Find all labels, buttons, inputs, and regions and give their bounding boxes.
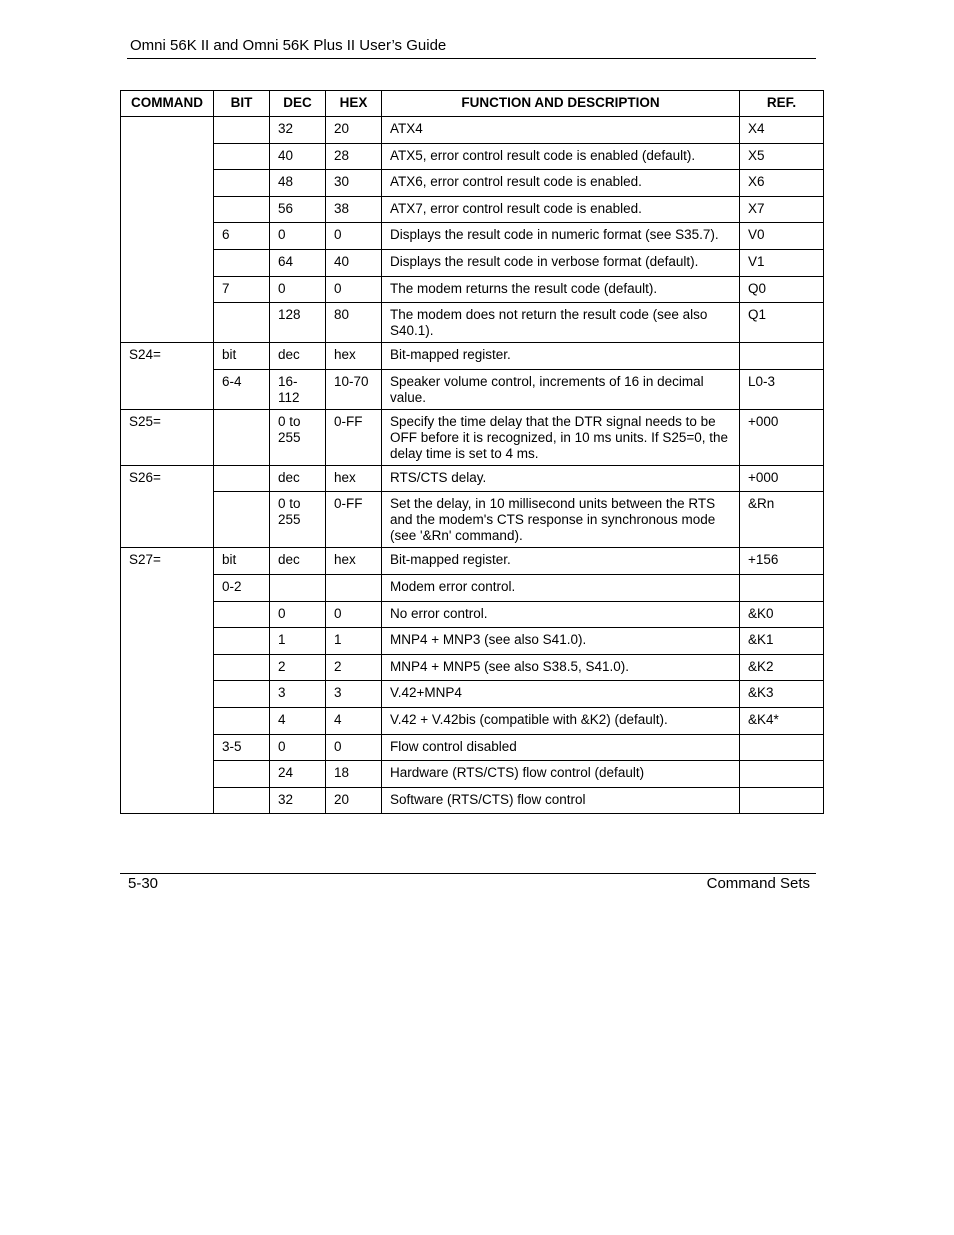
- bit-cell: [214, 409, 270, 465]
- ref-cell: +000: [740, 465, 824, 492]
- hex-cell: 0-FF: [326, 409, 382, 465]
- ref-cell: &K3: [740, 681, 824, 708]
- table-row: [121, 409, 824, 465]
- dec-cell: 2: [270, 654, 326, 681]
- description-cell: ATX4: [382, 117, 740, 144]
- col-header-dec: DEC: [270, 91, 326, 117]
- table-row: [121, 574, 824, 601]
- table-row: [121, 249, 824, 276]
- description-cell: Hardware (RTS/CTS) flow control (default): [382, 761, 740, 788]
- ref-cell: X5: [740, 143, 824, 170]
- ref-cell: Q0: [740, 276, 824, 303]
- description-cell: No error control.: [382, 601, 740, 628]
- bit-cell: [214, 654, 270, 681]
- hex-cell: 4: [326, 707, 382, 734]
- description-cell: ATX6, error control result code is enabled.: [382, 170, 740, 197]
- table-row: [121, 223, 824, 250]
- table-row: [121, 170, 824, 197]
- description-cell: ATX5, error control result code is enabled (default).: [382, 143, 740, 170]
- dec-cell: dec: [270, 465, 326, 492]
- dec-cell: 0: [270, 223, 326, 250]
- dec-cell: 64: [270, 249, 326, 276]
- description-cell: Software (RTS/CTS) flow control: [382, 787, 740, 814]
- bit-cell: [214, 601, 270, 628]
- col-header-bit: BIT: [214, 91, 270, 117]
- ref-cell: &K2: [740, 654, 824, 681]
- command-cell: S27=: [121, 548, 214, 814]
- dec-cell: 1: [270, 628, 326, 655]
- ref-cell: [740, 787, 824, 814]
- table-row: [121, 681, 824, 708]
- table-header-row: [121, 91, 824, 117]
- ref-cell: X7: [740, 196, 824, 223]
- dec-cell: dec: [270, 548, 326, 575]
- table-row: [121, 548, 824, 575]
- table-row: [121, 117, 824, 144]
- ref-cell: V1: [740, 249, 824, 276]
- table-row: [121, 654, 824, 681]
- dec-cell: dec: [270, 343, 326, 370]
- table-row: [121, 787, 824, 814]
- dec-cell: 56: [270, 196, 326, 223]
- table-row: [121, 369, 824, 409]
- bit-cell: [214, 117, 270, 144]
- hex-cell: 1: [326, 628, 382, 655]
- ref-cell: [740, 761, 824, 788]
- ref-cell: V0: [740, 223, 824, 250]
- dec-cell: [270, 574, 326, 601]
- description-cell: Flow control disabled: [382, 734, 740, 761]
- table-row: [121, 143, 824, 170]
- description-cell: Speaker volume control, increments of 16 in decimal value.: [382, 369, 740, 409]
- hex-cell: 2: [326, 654, 382, 681]
- bit-cell: bit: [214, 548, 270, 575]
- bit-cell: [214, 787, 270, 814]
- hex-cell: 18: [326, 761, 382, 788]
- table-row: [121, 734, 824, 761]
- col-header-ref: REF.: [740, 91, 824, 117]
- description-cell: ATX7, error control result code is enabled.: [382, 196, 740, 223]
- table-row: [121, 196, 824, 223]
- description-cell: RTS/CTS delay.: [382, 465, 740, 492]
- ref-cell: &K0: [740, 601, 824, 628]
- bit-cell: 0-2: [214, 574, 270, 601]
- bit-cell: [214, 761, 270, 788]
- description-cell: The modem does not return the result code (see also S40.1).: [382, 303, 740, 343]
- bit-cell: bit: [214, 343, 270, 370]
- bit-cell: [214, 707, 270, 734]
- bit-cell: [214, 628, 270, 655]
- dec-cell: 3: [270, 681, 326, 708]
- bit-cell: [214, 303, 270, 343]
- bit-cell: [214, 681, 270, 708]
- hex-cell: 0: [326, 276, 382, 303]
- header-rule: [127, 58, 816, 59]
- ref-cell: X6: [740, 170, 824, 197]
- bit-cell: [214, 170, 270, 197]
- description-cell: Displays the result code in numeric format (see S35.7).: [382, 223, 740, 250]
- description-cell: V.42+MNP4: [382, 681, 740, 708]
- dec-cell: 0 to 255: [270, 492, 326, 548]
- ref-cell: X4: [740, 117, 824, 144]
- bit-cell: 3-5: [214, 734, 270, 761]
- table-row: [121, 343, 824, 370]
- description-cell: Displays the result code in verbose format (default).: [382, 249, 740, 276]
- hex-cell: 0: [326, 601, 382, 628]
- dec-cell: 40: [270, 143, 326, 170]
- bit-cell: [214, 249, 270, 276]
- hex-cell: 10-70: [326, 369, 382, 409]
- hex-cell: 30: [326, 170, 382, 197]
- ref-cell: +000: [740, 409, 824, 465]
- hex-cell: 20: [326, 117, 382, 144]
- description-cell: Set the delay, in 10 millisecond units between the RTS and the modem's CTS response in synchronous mode (see '&Rn' command).: [382, 492, 740, 548]
- dec-cell: 32: [270, 117, 326, 144]
- description-cell: MNP4 + MNP5 (see also S38.5, S41.0).: [382, 654, 740, 681]
- dec-cell: 4: [270, 707, 326, 734]
- hex-cell: 40: [326, 249, 382, 276]
- dec-cell: 128: [270, 303, 326, 343]
- hex-cell: hex: [326, 548, 382, 575]
- ref-cell: [740, 343, 824, 370]
- hex-cell: 20: [326, 787, 382, 814]
- dec-cell: 48: [270, 170, 326, 197]
- hex-cell: 0: [326, 734, 382, 761]
- hex-cell: 3: [326, 681, 382, 708]
- table-row: [121, 601, 824, 628]
- dec-cell: 0: [270, 276, 326, 303]
- footer-rule: [120, 873, 816, 874]
- description-cell: V.42 + V.42bis (compatible with &K2) (default).: [382, 707, 740, 734]
- ref-cell: &Rn: [740, 492, 824, 548]
- dec-cell: 32: [270, 787, 326, 814]
- table-row: [121, 303, 824, 343]
- ref-cell: L0-3: [740, 369, 824, 409]
- hex-cell: 0-FF: [326, 492, 382, 548]
- ref-cell: [740, 574, 824, 601]
- section-name: Command Sets: [706, 875, 810, 892]
- hex-cell: [326, 574, 382, 601]
- bit-cell: [214, 196, 270, 223]
- ref-cell: +156: [740, 548, 824, 575]
- ref-cell: &K1: [740, 628, 824, 655]
- ref-cell: [740, 734, 824, 761]
- command-table: [120, 90, 824, 814]
- table-row: [121, 276, 824, 303]
- bit-cell: 6-4: [214, 369, 270, 409]
- description-cell: MNP4 + MNP3 (see also S41.0).: [382, 628, 740, 655]
- ref-cell: Q1: [740, 303, 824, 343]
- dec-cell: 0: [270, 601, 326, 628]
- command-cell: S24=: [121, 343, 214, 410]
- col-header-hex: HEX: [326, 91, 382, 117]
- command-cell: S26=: [121, 465, 214, 548]
- table-row: [121, 628, 824, 655]
- bit-cell: 6: [214, 223, 270, 250]
- table-row: [121, 492, 824, 548]
- description-cell: Modem error control.: [382, 574, 740, 601]
- bit-cell: [214, 143, 270, 170]
- bit-cell: [214, 492, 270, 548]
- bit-cell: [214, 465, 270, 492]
- dec-cell: 0 to 255: [270, 409, 326, 465]
- table-row: [121, 761, 824, 788]
- ref-cell: &K4*: [740, 707, 824, 734]
- description-cell: Specify the time delay that the DTR signal needs to be OFF before it is recognized, in 10 ms units. If S25=0, the delay time is set to 4 ms.: [382, 409, 740, 465]
- hex-cell: hex: [326, 465, 382, 492]
- hex-cell: 0: [326, 223, 382, 250]
- table-row: [121, 465, 824, 492]
- hex-cell: 38: [326, 196, 382, 223]
- page-number: 5-30: [128, 875, 159, 892]
- col-header-description: FUNCTION AND DESCRIPTION: [382, 91, 740, 117]
- bit-cell: 7: [214, 276, 270, 303]
- command-cell: S25=: [121, 409, 214, 465]
- dec-cell: 24: [270, 761, 326, 788]
- description-cell: The modem returns the result code (default).: [382, 276, 740, 303]
- description-cell: Bit-mapped register.: [382, 343, 740, 370]
- hex-cell: 28: [326, 143, 382, 170]
- page-header-title: Omni 56K II and Omni 56K Plus II User’s Guide: [130, 37, 447, 54]
- command-cell: [121, 117, 214, 343]
- col-header-command: COMMAND: [121, 91, 214, 117]
- description-cell: Bit-mapped register.: [382, 548, 740, 575]
- dec-cell: 16-112: [270, 369, 326, 409]
- hex-cell: hex: [326, 343, 382, 370]
- hex-cell: 80: [326, 303, 382, 343]
- dec-cell: 0: [270, 734, 326, 761]
- table-row: [121, 707, 824, 734]
